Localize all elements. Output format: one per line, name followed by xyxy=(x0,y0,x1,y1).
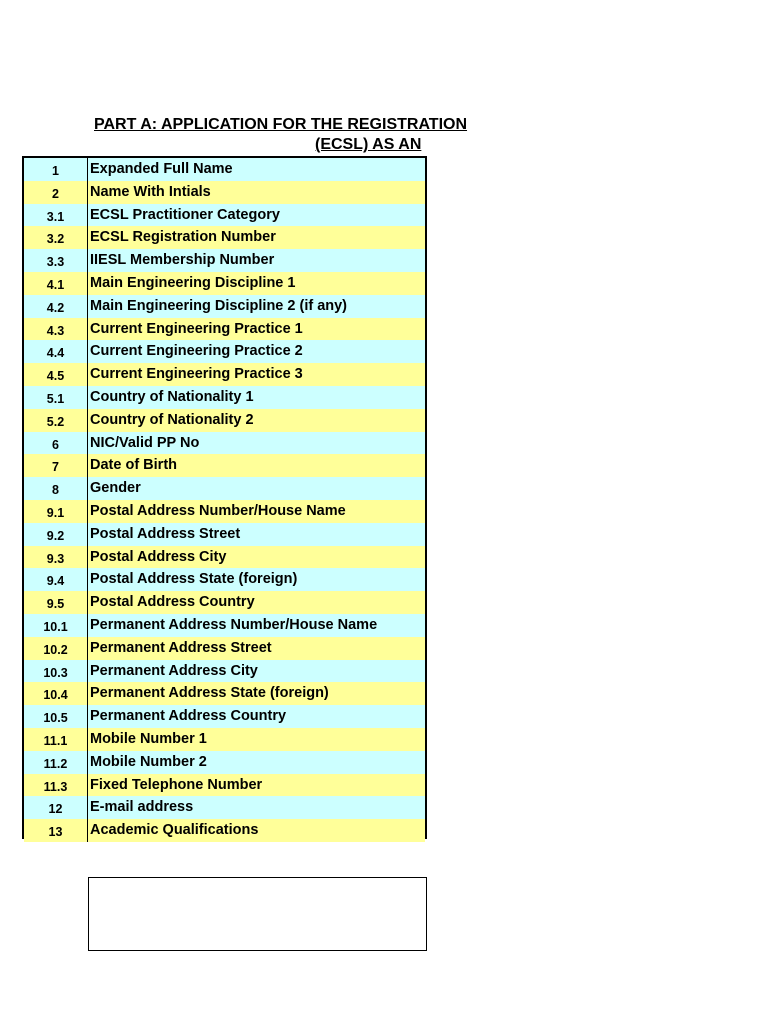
table-row xyxy=(24,158,425,181)
row-number: 10.2 xyxy=(24,637,88,660)
row-number: 10.4 xyxy=(24,682,88,705)
row-label: Postal Address City xyxy=(90,548,227,565)
row-label: Mobile Number 2 xyxy=(90,753,207,770)
row-label: Postal Address Number/House Name xyxy=(90,502,346,519)
row-label: NIC/Valid PP No xyxy=(90,434,200,451)
table-row xyxy=(24,249,425,272)
row-number: 9.3 xyxy=(24,546,88,569)
row-label: ECSL Registration Number xyxy=(90,229,276,246)
form-title-line-1: PART A: APPLICATION FOR THE REGISTRATION xyxy=(94,116,468,133)
row-number: 9.1 xyxy=(24,500,88,523)
row-number: 1 xyxy=(24,158,88,181)
row-number: 10.5 xyxy=(24,705,88,728)
table-row xyxy=(24,728,425,751)
row-label: Postal Address State (foreign) xyxy=(90,571,298,588)
table-row xyxy=(24,295,425,318)
row-number: 3.1 xyxy=(24,204,88,227)
row-label: Fixed Telephone Number xyxy=(90,776,263,793)
row-label: Expanded Full Name xyxy=(90,161,233,177)
table-row xyxy=(24,181,425,204)
row-number: 3.2 xyxy=(24,226,88,249)
table-row xyxy=(24,819,425,842)
table-row xyxy=(24,204,425,227)
application-fields-table xyxy=(22,156,427,839)
row-label: Current Engineering Practice 2 xyxy=(90,343,303,360)
row-number: 9.4 xyxy=(24,568,88,591)
row-label: Permanent Address State (foreign) xyxy=(90,685,329,702)
row-label: Permanent Address Street xyxy=(90,639,272,656)
row-label: Postal Address Country xyxy=(90,594,255,611)
row-label: Country of Nationality 2 xyxy=(90,411,254,428)
table-row xyxy=(24,660,425,683)
row-number: 4.4 xyxy=(24,340,88,363)
row-label: E-mail address xyxy=(90,799,194,816)
row-number: 10.3 xyxy=(24,660,88,683)
table-row xyxy=(24,409,425,432)
row-label: Permanent Address Country xyxy=(90,708,287,725)
row-label: Gender xyxy=(90,480,141,497)
table-row xyxy=(24,614,425,637)
table-row xyxy=(24,705,425,728)
table-row xyxy=(24,363,425,386)
form-title xyxy=(92,115,468,155)
row-label: Main Engineering Discipline 1 xyxy=(90,274,296,291)
table-row xyxy=(24,591,425,614)
row-label: ECSL Practitioner Category xyxy=(90,206,280,223)
table-row xyxy=(24,546,425,569)
table-row xyxy=(24,796,425,819)
row-label: Postal Address Street xyxy=(90,525,241,542)
row-number: 4.2 xyxy=(24,295,88,318)
row-label: Permanent Address Number/House Name xyxy=(90,616,378,633)
table-row xyxy=(24,751,425,774)
table-row xyxy=(24,682,425,705)
table-row xyxy=(24,477,425,500)
row-label: Main Engineering Discipline 2 (if any) xyxy=(90,297,348,314)
table-row xyxy=(24,500,425,523)
row-label: Country of Nationality 1 xyxy=(90,388,254,405)
row-number: 11.1 xyxy=(24,728,88,751)
row-number: 12 xyxy=(24,796,88,819)
row-number: 4.3 xyxy=(24,318,88,341)
row-number: 13 xyxy=(24,819,88,842)
table-row xyxy=(24,774,425,797)
row-number: 6 xyxy=(24,432,88,455)
row-number: 5.1 xyxy=(24,386,88,409)
row-label: IIESL Membership Number xyxy=(90,252,275,269)
row-number: 4.1 xyxy=(24,272,88,295)
row-number: 8 xyxy=(24,477,88,500)
row-number: 9.5 xyxy=(24,591,88,614)
row-number: 9.2 xyxy=(24,523,88,546)
row-label: Current Engineering Practice 3 xyxy=(90,366,303,383)
table-row xyxy=(24,272,425,295)
row-label: Name With Intials xyxy=(90,183,211,200)
empty-input-box[interactable] xyxy=(88,877,427,951)
row-label: Permanent Address City xyxy=(90,662,258,679)
row-number: 4.5 xyxy=(24,363,88,386)
table-row xyxy=(24,318,425,341)
row-label: Current Engineering Practice 1 xyxy=(90,320,303,337)
row-number: 11.2 xyxy=(24,751,88,774)
row-number: 3.3 xyxy=(24,249,88,272)
table-row xyxy=(24,637,425,660)
table-row xyxy=(24,523,425,546)
row-number: 7 xyxy=(24,454,88,477)
row-number: 10.1 xyxy=(24,614,88,637)
row-label: Academic Qualifications xyxy=(90,822,259,839)
row-label: Date of Birth xyxy=(90,457,177,474)
row-number: 5.2 xyxy=(24,409,88,432)
table-row xyxy=(24,432,425,455)
table-row xyxy=(24,568,425,591)
table-row xyxy=(24,226,425,249)
table-row xyxy=(24,454,425,477)
row-number: 2 xyxy=(24,181,88,204)
table-row xyxy=(24,340,425,363)
row-label: Mobile Number 1 xyxy=(90,730,207,747)
table-row xyxy=(24,386,425,409)
row-number: 11.3 xyxy=(24,774,88,797)
form-title-line-2: (ECSL) AS AN xyxy=(315,136,422,153)
